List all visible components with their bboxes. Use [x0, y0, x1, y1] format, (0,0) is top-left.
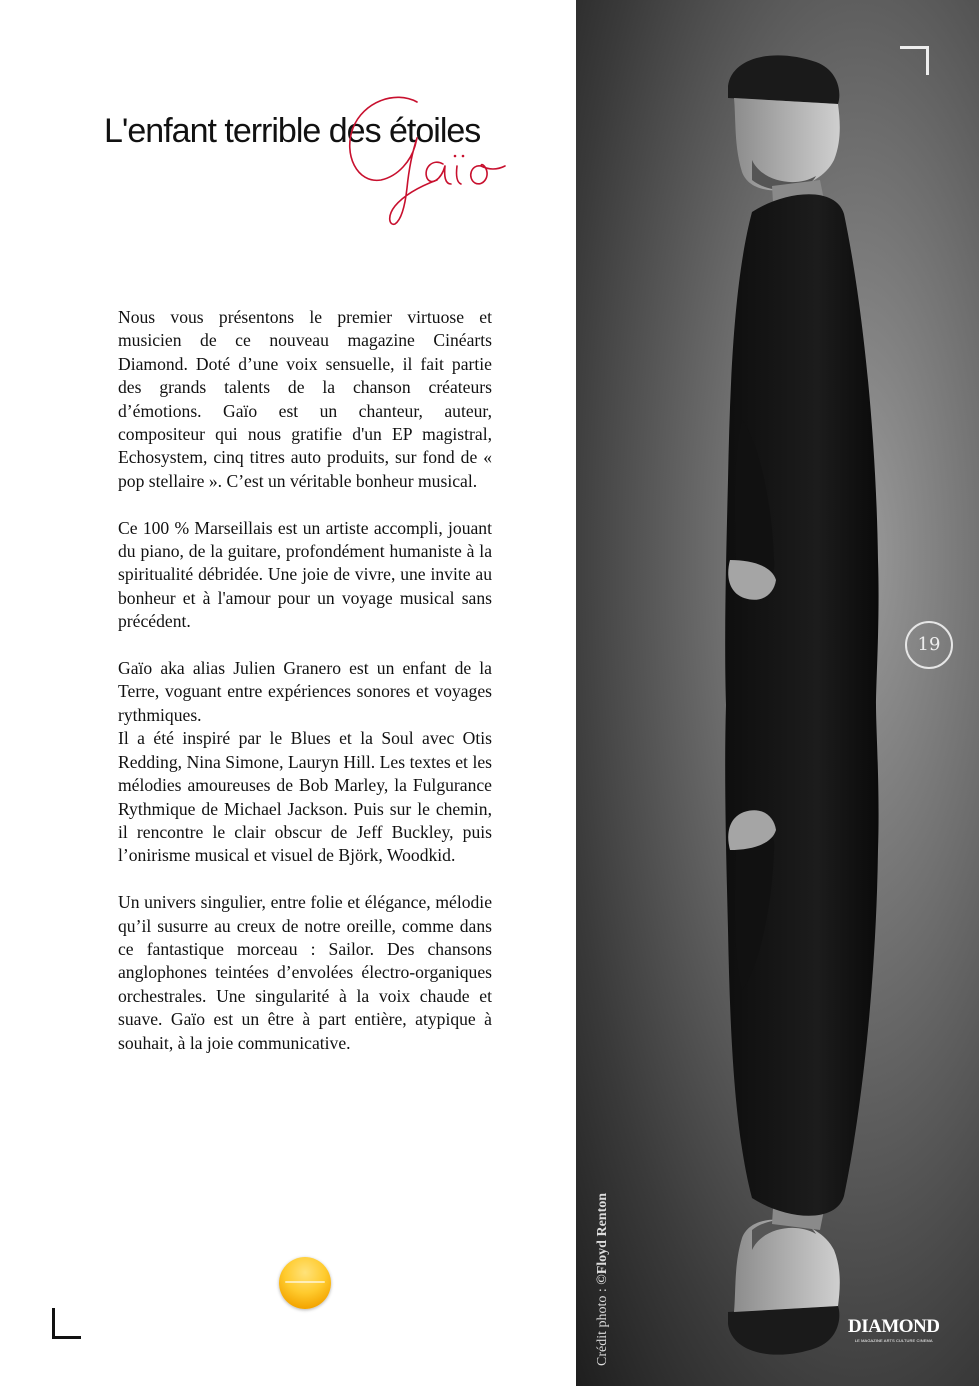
paragraph-1: Nous vous présentons le premier virtuose et musicien de ce nouveau magazine Cinéarts Diamond. Doté d’une voix sensuelle, il fait partie des grands talents de la chanson créateurs d’émotions. Gaïo est un chanteur, auteur, compositeur qui nous gratifie d'un EP magistral, Echosystem, cinq titres auto produits, sur fond de « pop stellaire ». C’est un véritable bonheur musical. — [118, 307, 492, 491]
corner-mark-bottom-left — [52, 1308, 81, 1339]
page-number: 19 — [905, 621, 953, 669]
corner-mark-top-right — [900, 46, 929, 75]
logo-tagline: LE MAGAZINE ARTS CULTURE CINEMA — [854, 1338, 933, 1343]
paragraph-4: Un univers singulier, entre folie et élégance, mélodie qu’il susurre au creux de notre oreille, comme dans ce fantastique morceau : Sailor. Des chansons anglophones teintées d’envolées électro-organiques orchestrales. Une singularité à la voix chaude et suave. Gaïo est un être à part entière, atypique à souhait, à la joie communicative. — [118, 892, 492, 1053]
paragraph-2: Ce 100 % Marseillais est un artiste accompli, jouant du piano, de la guitare, profondément humaniste à la spiritualité débridée. Une joie de vivre, une invite au bonheur et à l'amour pour un voyage musical sans précédent. — [118, 517, 492, 632]
article-body — [118, 306, 492, 1078]
photo-credit-name: ©Floyd Renton — [595, 1192, 610, 1285]
decorative-orb — [279, 1257, 331, 1309]
diamond-logo — [848, 1316, 940, 1343]
artist-photo-reflection — [576, 0, 979, 1386]
logo-name: DIAMOND — [848, 1316, 940, 1337]
article-title: L'enfant terrible des étoiles — [104, 112, 481, 150]
artist-name-script — [325, 88, 525, 228]
photo-panel — [576, 0, 979, 1386]
photo-credit-label: Crédit photo : — [595, 1288, 610, 1366]
photo-credit — [595, 1193, 611, 1366]
paragraph-3: Gaïo aka alias Julien Granero est un enfant de la Terre, voguant entre expériences sonores et voyages rythmiques. Il a été inspiré par le Blues et la Soul avec Otis Redding, Nina Simone, Lauryn Hill. Les textes et les mélodies amoureuses de Bob Marley, la Fulgurance Rythmique de Michael Jackson. Puis sur le chemin, il rencontre le clair obscur de Jeff Buckley, puis l’onirisme musical et visuel de Björk, Woodkid. — [118, 658, 492, 866]
